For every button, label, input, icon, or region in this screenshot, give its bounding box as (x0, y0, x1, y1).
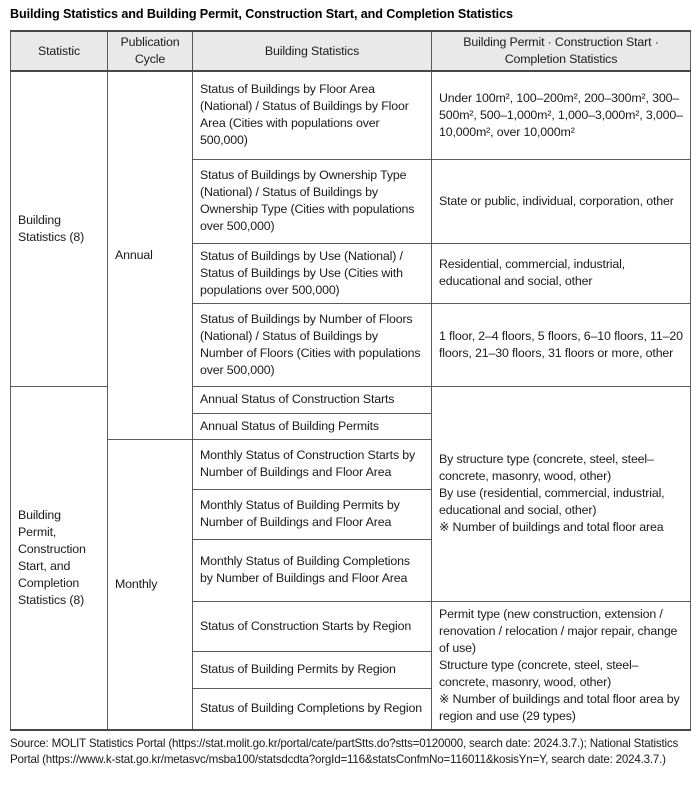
cycle-annual: Annual (108, 71, 193, 439)
col-header-statistic: Statistic (11, 31, 108, 71)
stat-detail-floor-area: Under 100m², 100–200m², 200–300m², 300–500m², 500–1,000m², 1,000–3,000m², 3,000–10,000m², over 10,000m² (432, 71, 691, 159)
stat-name-permits-by-region: Status of Building Permits by Region (193, 651, 432, 688)
header-row (11, 31, 691, 71)
detail-line: By structure type (concrete, steel, steel–concrete, masonry, wood, other) (439, 452, 654, 483)
stat-name-monthly-building-permits: Monthly Status of Building Permits by Number of Buildings and Floor Area (193, 489, 432, 539)
cycle-monthly: Monthly (108, 439, 193, 730)
col-header-building-statistics: Building Statistics (193, 31, 432, 71)
statistics-table (10, 30, 691, 731)
stat-name-use: Status of Buildings by Use (National) / Status of Buildings by Use (Cities with populations over 500,000) (193, 243, 432, 303)
stat-name-monthly-construction-starts: Monthly Status of Construction Starts by Number of Buildings and Floor Area (193, 439, 432, 489)
detail-line: ※ Number of buildings and total floor area by region and use (29 types) (439, 691, 680, 723)
stat-detail-use: Residential, commercial, industrial, educational and social, other (432, 243, 691, 303)
table-row (11, 71, 691, 159)
stat-name-annual-building-permits: Annual Status of Building Permits (193, 413, 432, 439)
stat-name-starts-by-region: Status of Construction Starts by Region (193, 601, 432, 651)
stat-name-annual-construction-starts: Annual Status of Construction Starts (193, 386, 432, 413)
stat-name-floors: Status of Buildings by Number of Floors (National) / Status of Buildings by Number of Floors (Cities with populations over 500,000) (193, 303, 432, 386)
source-note: Source: MOLIT Statistics Portal (https://stat.molit.go.kr/portal/cate/partStts.do?stts=0120000, search date: 2024.3.7.); National Statistics Portal (https://www.k-stat.go.kr/metasvc/msba100/statsdcdta?orgId=116&statsConfmNo=116011&kosisYn=Y, search date: 2024.3.7.) (10, 737, 679, 766)
col-header-publication-cycle: Publication Cycle (108, 31, 193, 71)
detail-line: Structure type (concrete, steel, steel–concrete, masonry, wood, other) (439, 657, 639, 689)
statistic-group-permit: Building Permit, Construction Start, and Completion Statistics (8) (11, 386, 108, 730)
stat-name-ownership: Status of Buildings by Ownership Type (National) / Status of Buildings by Ownership Type (Cities with populations over 500,000) (193, 159, 432, 243)
detail-line: Permit type (new construction, extension / renovation / relocation / major repair, change of use) (439, 606, 678, 655)
stat-detail-structure-use (432, 386, 691, 601)
stat-name-completions-by-region: Status of Building Completions by Region (193, 688, 432, 730)
stat-detail-region (432, 601, 691, 730)
stat-detail-floors: 1 floor, 2–4 floors, 5 floors, 6–10 floors, 11–20 floors, 21–30 floors, 31 floors or more, other (432, 303, 691, 386)
stat-name-monthly-completions: Monthly Status of Building Completions by Number of Buildings and Floor Area (193, 539, 432, 601)
col-header-permit-statistics: Building Permit · Construction Start · Completion Statistics (432, 31, 691, 71)
statistic-group-building: Building Statistics (8) (11, 71, 108, 386)
stat-name-floor-area: Status of Buildings by Floor Area (National) / Status of Buildings by Floor Area (Cities with populations over 500,000) (193, 71, 432, 159)
detail-line: ※ Number of buildings and total floor area (439, 520, 664, 534)
detail-line: By use (residential, commercial, industrial, educational and social, other) (439, 486, 665, 517)
page-title: Building Statistics and Building Permit, Construction Start, and Completion Statistics (10, 7, 513, 21)
stat-detail-ownership: State or public, individual, corporation, other (432, 159, 691, 243)
